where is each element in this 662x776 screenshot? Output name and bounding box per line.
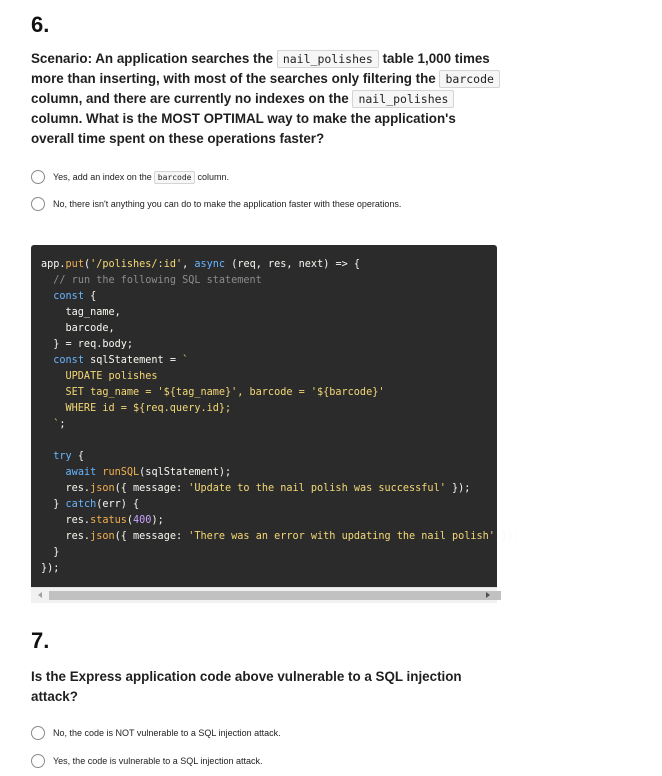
q7-option-not-vulnerable[interactable]: No, the code is NOT vulnerable to a SQL injection attack.	[31, 726, 281, 740]
question-6-number: 6.	[31, 12, 50, 37]
radio-button[interactable]	[31, 754, 45, 768]
q6-option-nothing[interactable]: No, there isn't anything you can do to make the application faster with these operations.	[31, 197, 401, 211]
inline-code-table-2: nail_polishes	[352, 90, 454, 108]
question-7-number: 7.	[31, 628, 50, 653]
radio-button[interactable]	[31, 726, 45, 740]
code-block	[31, 245, 520, 587]
q7-option-vulnerable[interactable]: Yes, the code is vulnerable to a SQL injection attack.	[31, 754, 262, 768]
inline-code-table: nail_polishes	[277, 50, 379, 68]
scroll-right-arrow-icon[interactable]	[486, 592, 490, 598]
q6-option-add-index[interactable]: Yes, add an index on the barcode column.	[31, 170, 229, 184]
question-6-prompt: Scenario: An application searches the nail_polishes table 1,000 times more than inserting, with most of the searches only filtering the barcode column, and there are currently no indexes on the nail_polishes column. What is the MOST OPTIMAL way to make the application's overall time spent on these operations faster?	[31, 49, 501, 149]
inline-code-column: barcode	[439, 70, 499, 88]
code-text: app.put('/polishes/:id', async (req, res, next) => { // run the following SQL statement const { tag_name, barcode, } = req.body; const sqlStatement = ` UPDATE polishes SET tag_name = '${tag_name}', barcode = '${barcode}' WHERE id = ${req.query.id}; `; try { await runSQL(sqlStatement); res.json({ message: 'Update to the nail polish was successful' }); } catch(err) { res.status(400); res.json({ message: 'There was an error with updating the nail polish' }); } });	[41, 259, 520, 574]
question-7-prompt: Is the Express application code above vulnerable to a SQL injection attack?	[31, 669, 462, 704]
scrollbar-thumb[interactable]	[49, 591, 501, 600]
scroll-left-arrow-icon[interactable]	[38, 592, 42, 598]
radio-button[interactable]	[31, 170, 45, 184]
code-horizontal-scrollbar[interactable]	[31, 587, 497, 603]
inline-code-barcode: barcode	[154, 171, 196, 184]
radio-button[interactable]	[31, 197, 45, 211]
